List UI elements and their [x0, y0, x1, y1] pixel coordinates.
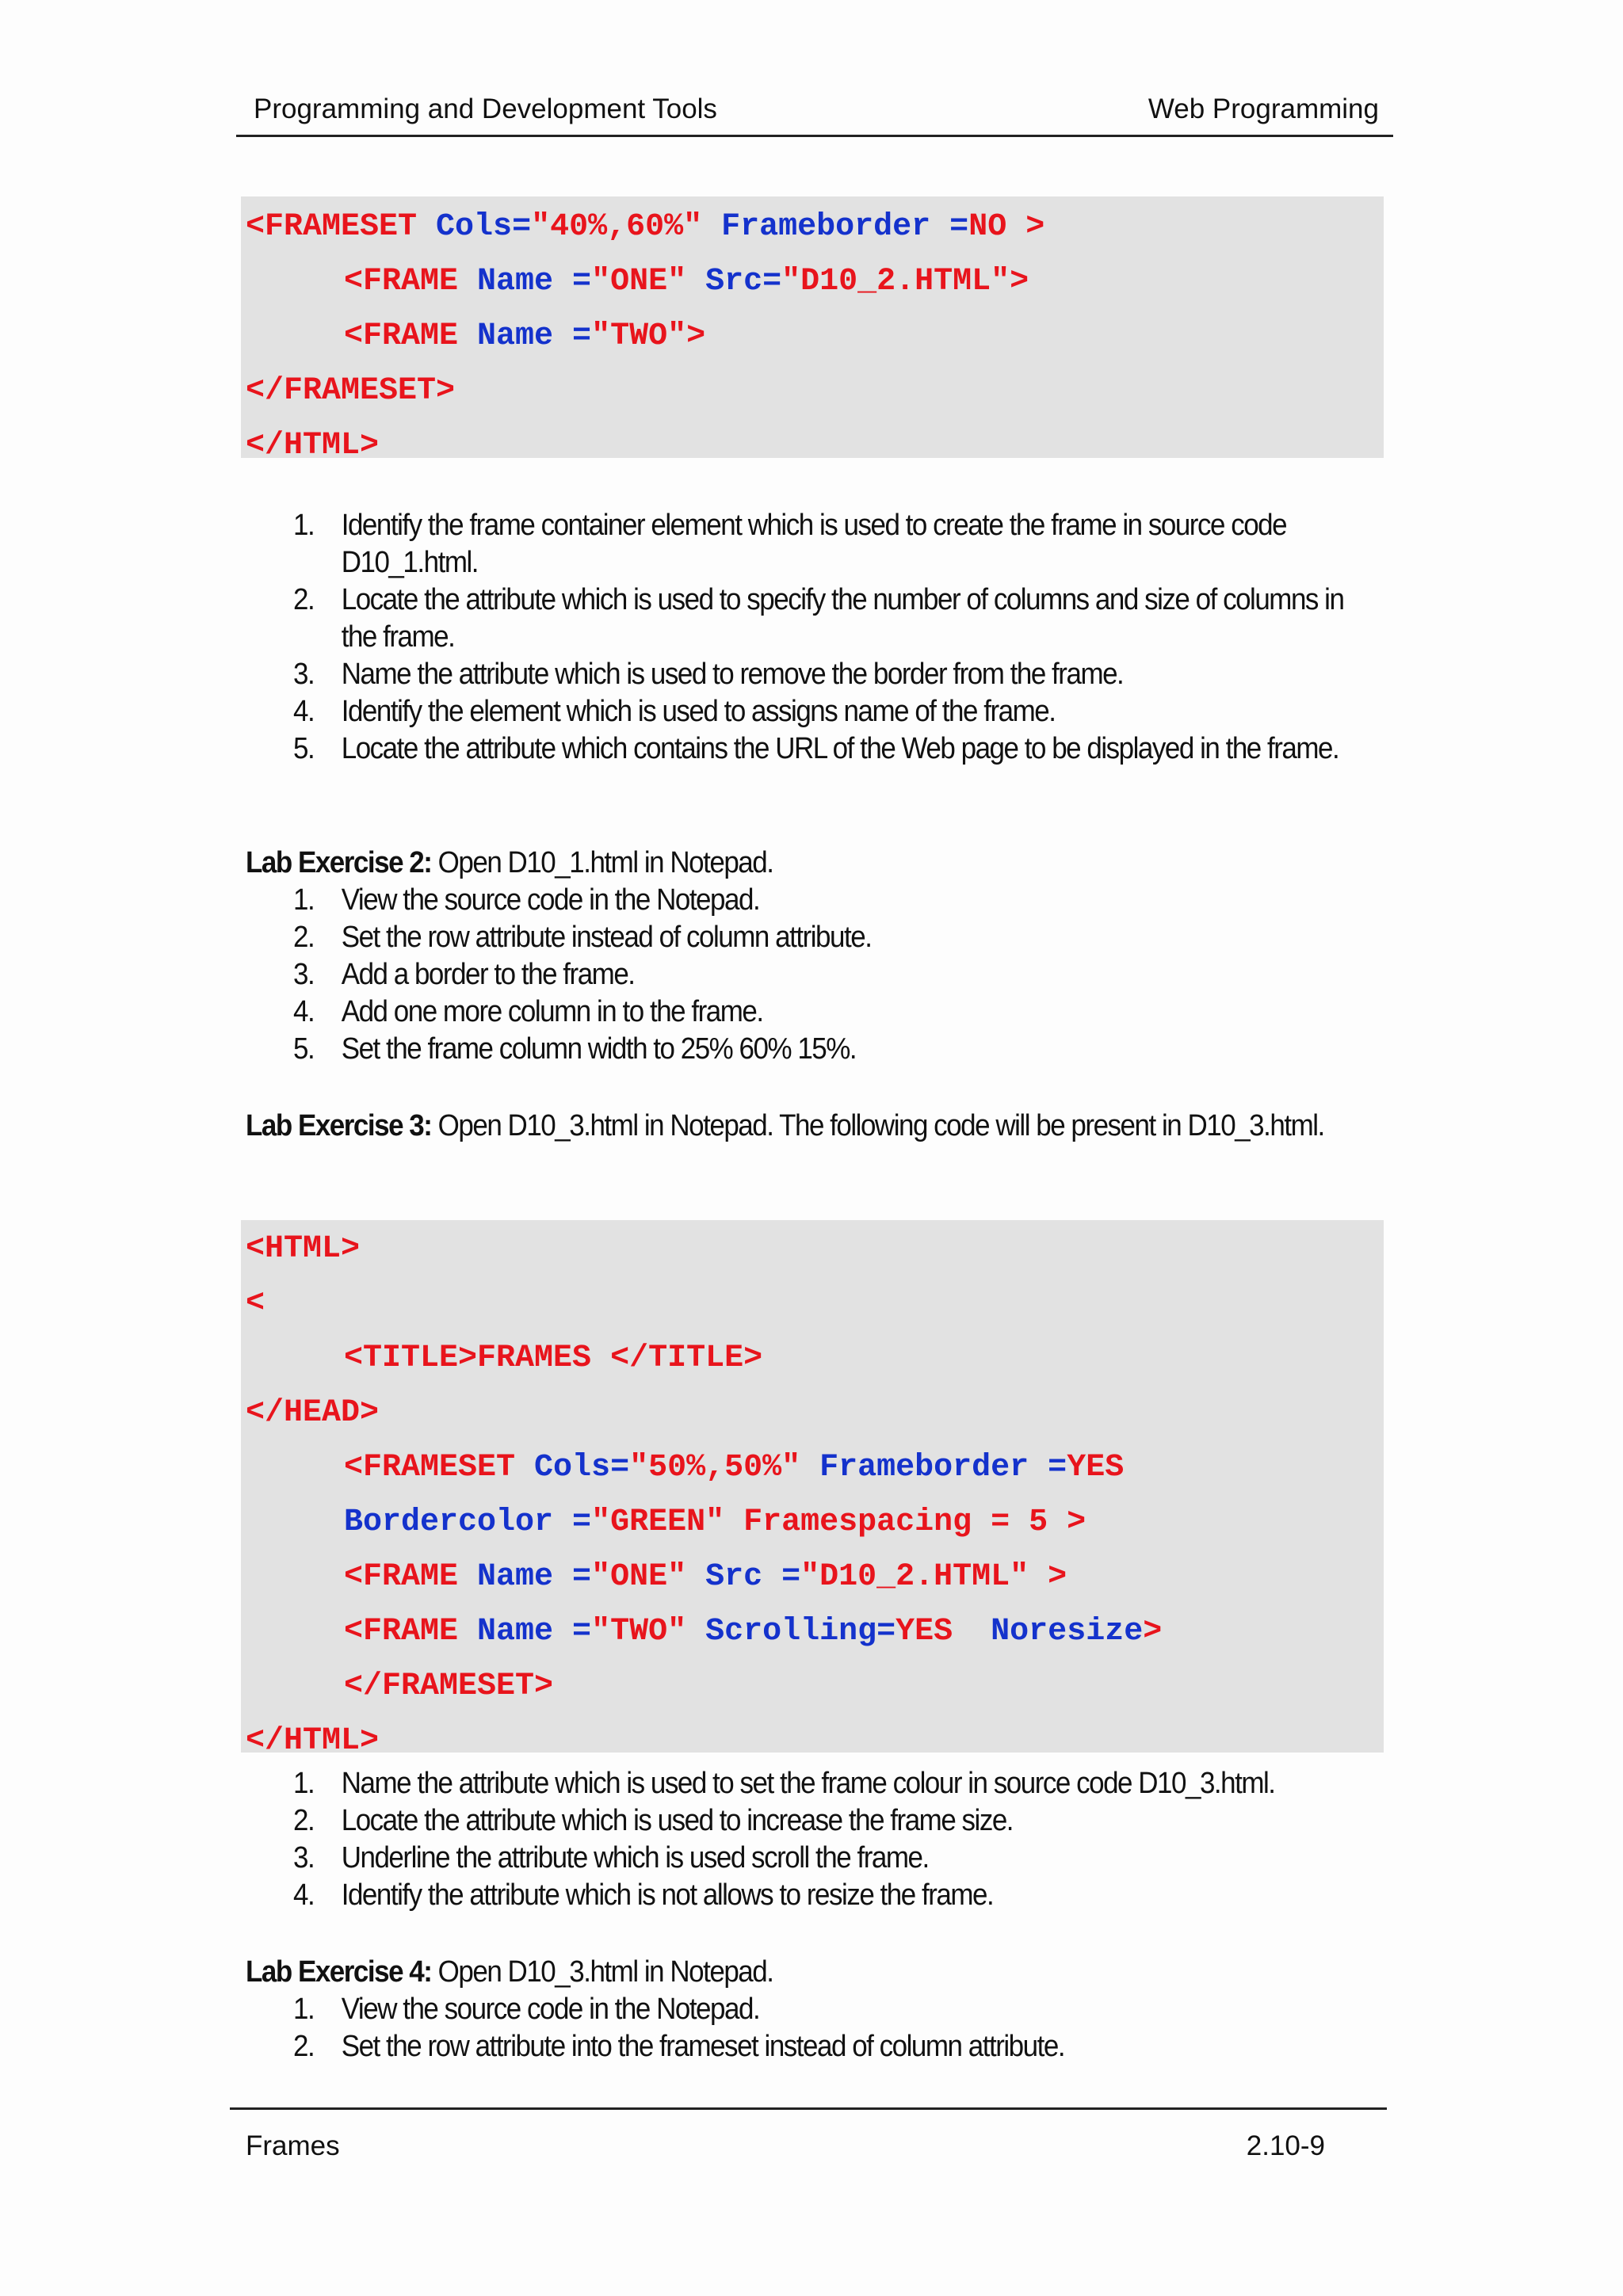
code-line: <FRAME Name ="TWO"> — [344, 318, 706, 354]
list-item: 5. Locate the attribute which contains the URL of the Web page to be displayed in the frame. — [293, 732, 1339, 765]
code-line: </HTML> — [246, 1723, 380, 1759]
code-line: </HTML> — [246, 428, 380, 463]
lab-exercise-2-heading: Lab Exercise 2: Open D10_1.html in Notepad. — [246, 846, 773, 879]
list-item: 3. Add a border to the frame. — [293, 958, 635, 991]
lab-exercise-2-list — [293, 882, 1358, 1068]
code-line: <FRAMESET Cols="40%,60%" Frameborder =NO > — [246, 209, 1045, 245]
page-number: 2.10-9 — [1246, 2130, 1325, 2161]
code-block-2 — [241, 1220, 1384, 1759]
code-line: < — [246, 1286, 265, 1322]
code-line: </HEAD> — [246, 1395, 380, 1431]
list-item: 3. Name the attribute which is used to remove the border from the frame. — [293, 658, 1124, 691]
header-right: Web Programming — [1148, 93, 1379, 124]
list-item: 1. View the source code in the Notepad. — [293, 1993, 760, 2026]
lab-exercise-4-list — [293, 1991, 1358, 2065]
list-item: 2. Locate the attribute which is used to increase the frame size. — [293, 1804, 1014, 1837]
list-item: 1. View the source code in the Notepad. — [293, 883, 760, 917]
lab-exercise-3-heading: Lab Exercise 3: Open D10_3.html in Notepad. The following code will be present in D10_3.html. — [246, 1109, 1324, 1142]
list-item: 1. Name the attribute which is used to set the frame colour in source code D10_3.html. — [293, 1767, 1275, 1800]
page-footer — [230, 2107, 1387, 2161]
code-line: <FRAME Name ="TWO" Scrolling=YES Noresize> — [344, 1614, 1163, 1650]
footer-left: Frames — [246, 2130, 340, 2161]
code-line: <TITLE>FRAMES </TITLE> — [344, 1341, 763, 1376]
list-item: 3. Underline the attribute which is used scroll the frame. — [293, 1841, 929, 1875]
code-line: <FRAME Name ="ONE" Src="D10_2.HTML"> — [344, 264, 1029, 299]
code-line: <HTML> — [246, 1231, 361, 1267]
list-item: 4. Identify the attribute which is not allows to resize the frame. — [293, 1878, 994, 1912]
header-left: Programming and Development Tools — [254, 93, 717, 124]
page-header — [236, 93, 1393, 137]
list-item: 2. Set the row attribute instead of column attribute. — [293, 921, 872, 954]
code-line: <FRAMESET Cols="50%,50%" Frameborder =YES — [344, 1450, 1125, 1486]
code-line: Bordercolor ="GREEN" Framespacing = 5 > — [344, 1505, 1086, 1540]
lab-exercise-label: Lab Exercise 3: — [246, 1109, 432, 1142]
code-line: <FRAME Name ="ONE" Src ="D10_2.HTML" > — [344, 1559, 1067, 1595]
code-block-1 — [241, 196, 1384, 463]
question-list-1 — [293, 507, 1358, 768]
lab-exercise-label: Lab Exercise 4: — [246, 1955, 432, 1989]
list-item: 2. Locate the attribute which is used to specify the number of columns and size of columns in the frame. — [293, 583, 1344, 654]
list-item: 4. Add one more column in to the frame. — [293, 995, 763, 1028]
code-line: </FRAMESET> — [246, 373, 456, 409]
list-item: 2. Set the row attribute into the frameset instead of column attribute. — [293, 2030, 1065, 2063]
lab-exercise-4-heading: Lab Exercise 4: Open D10_3.html in Notepad. — [246, 1955, 773, 1989]
list-item: 4. Identify the element which is used to assigns name of the frame. — [293, 695, 1056, 728]
list-item: 1. Identify the frame container element which is used to create the frame in source code D10_1.html. — [293, 509, 1287, 579]
list-item: 5. Set the frame column width to 25% 60% 15%. — [293, 1032, 857, 1066]
lab-exercise-label: Lab Exercise 2: — [246, 846, 432, 879]
code-line: </FRAMESET> — [344, 1669, 554, 1704]
question-list-3 — [293, 1765, 1358, 1914]
